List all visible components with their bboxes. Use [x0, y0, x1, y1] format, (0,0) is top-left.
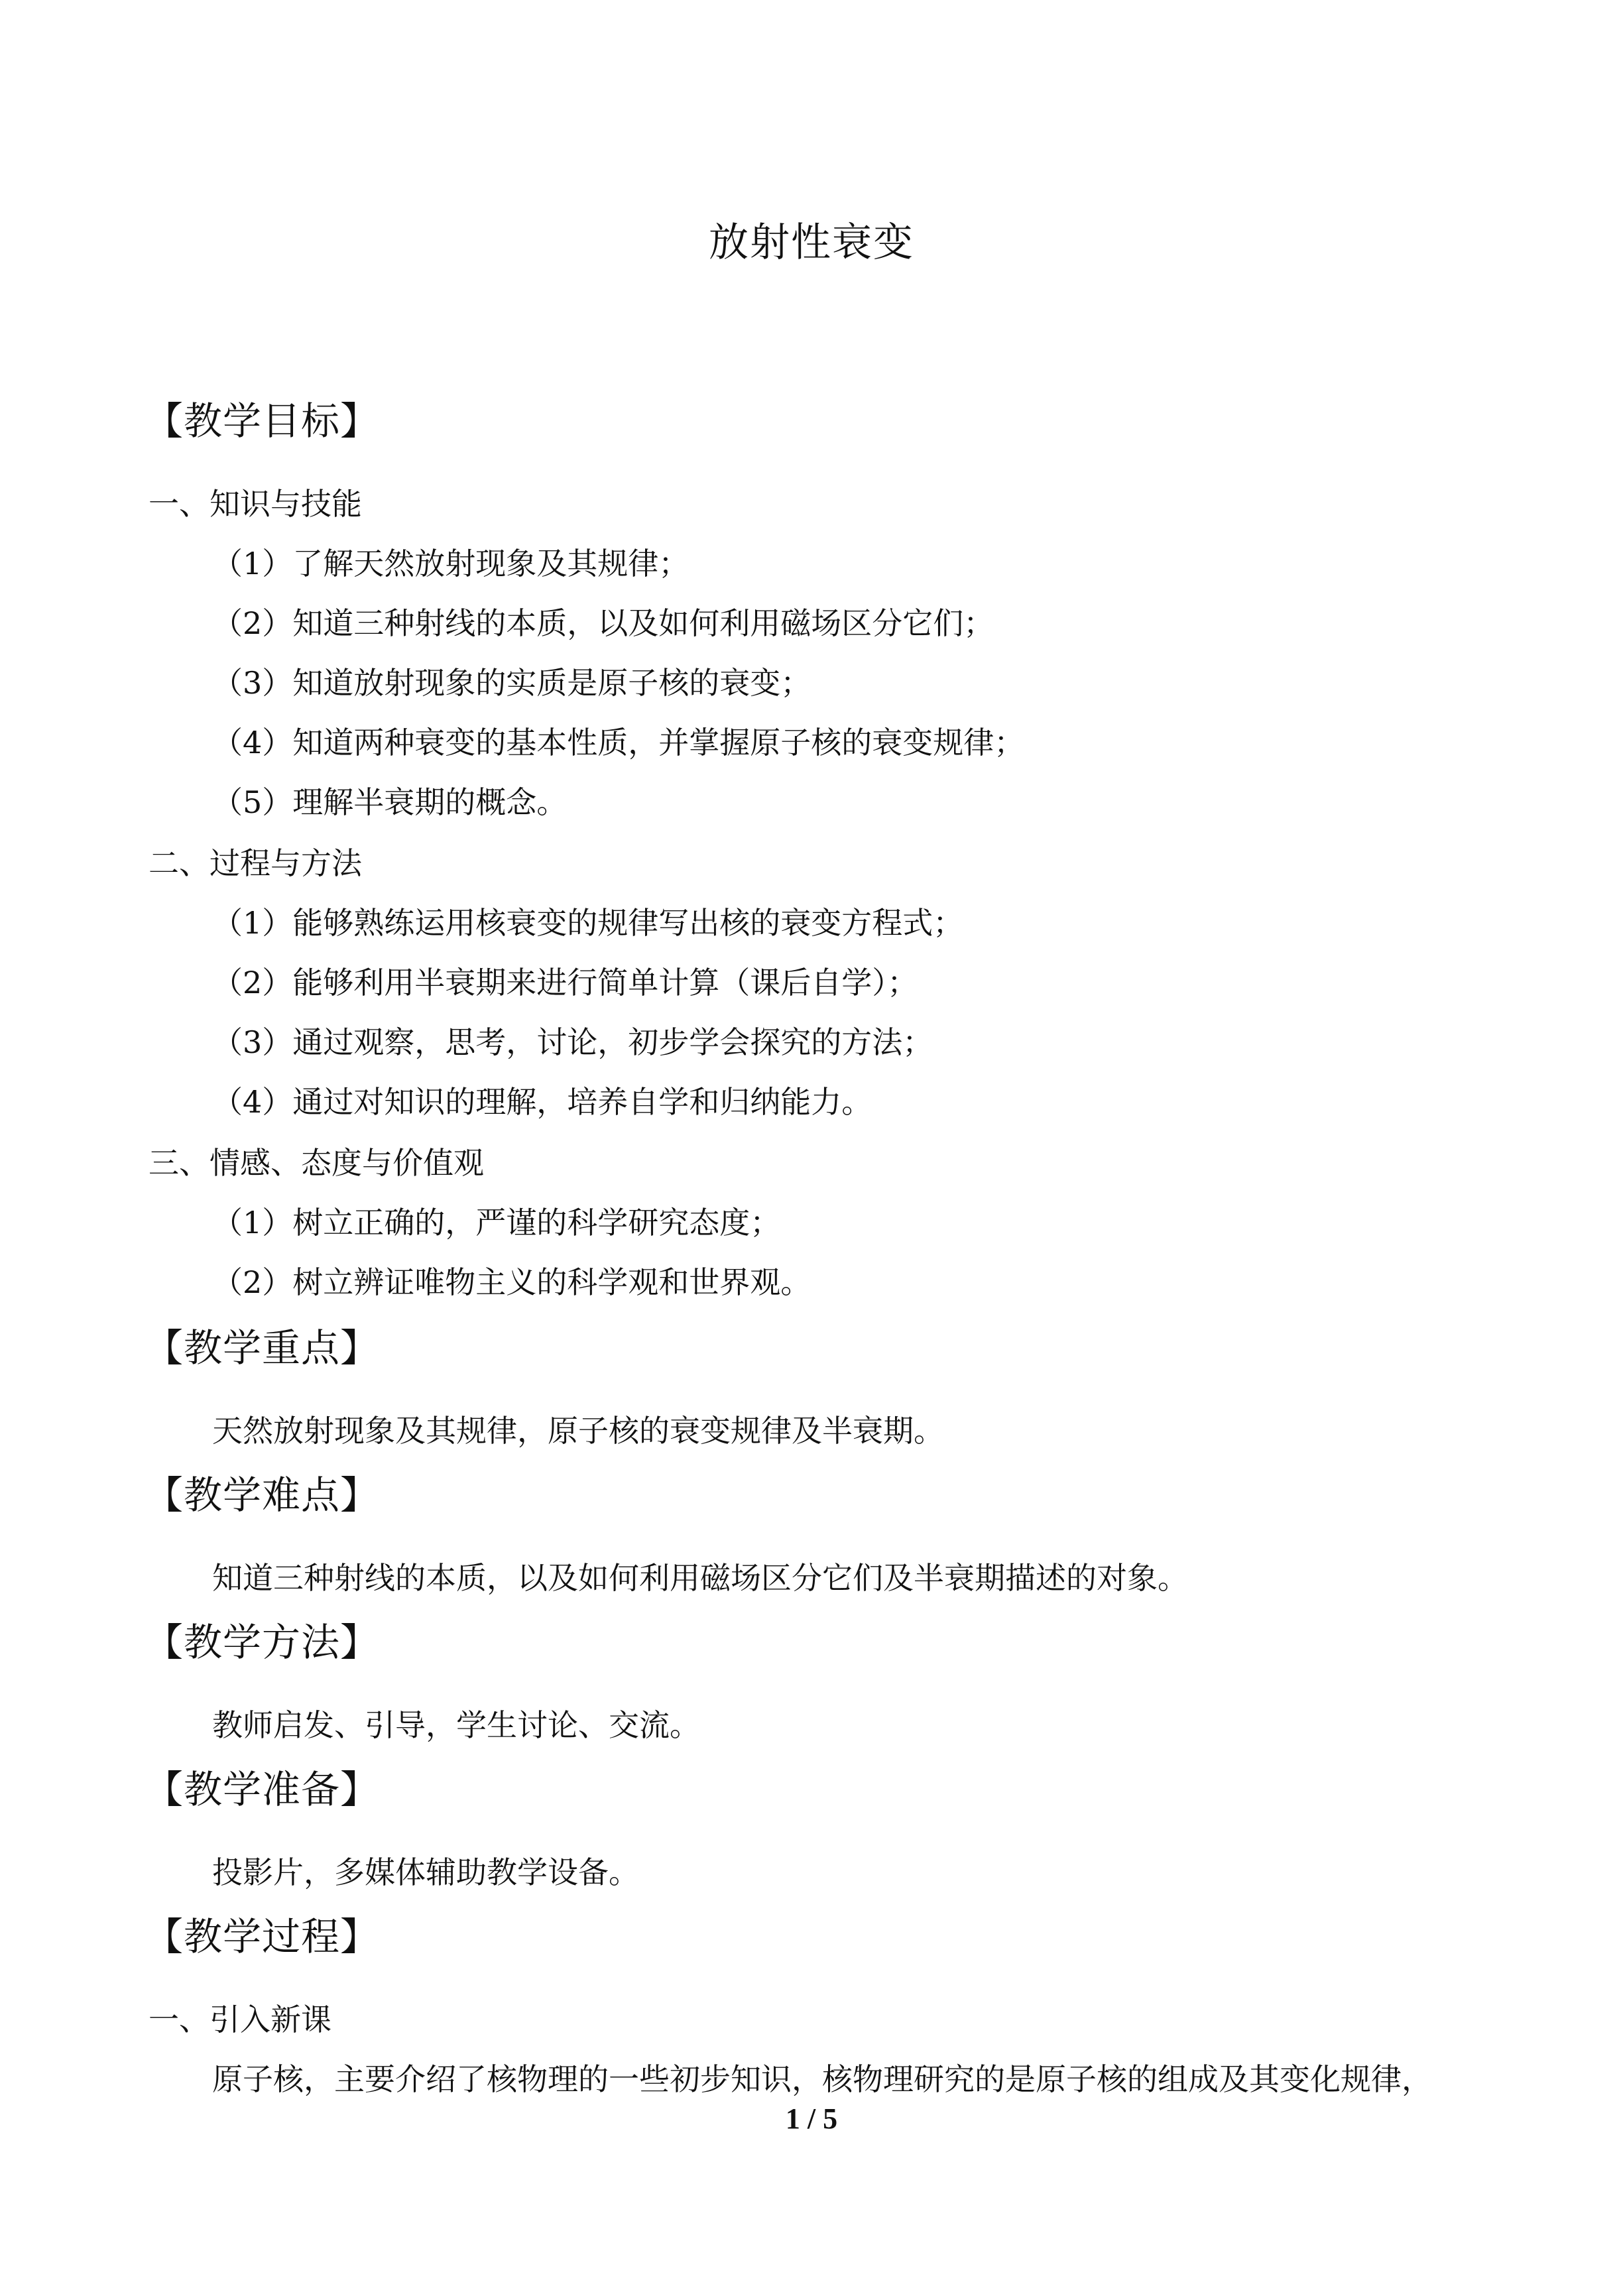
- page-number: 1 / 5: [785, 2102, 838, 2135]
- subheading-process-method: 二、过程与方法: [149, 845, 362, 881]
- key-points-text: 天然放射现象及其规律，原子核的衰变规律及半衰期。: [212, 1413, 944, 1449]
- intro-text: 原子核，主要介绍了核物理的一些初步知识，核物理研究的是原子核的组成及其变化规律，: [212, 2061, 1432, 2097]
- process-item-4: （4）通过对知识的理解，培养自学和归纳能力。: [212, 1084, 872, 1120]
- subheading-knowledge: 一、知识与技能: [149, 486, 362, 522]
- knowledge-item-5: （5）理解半衰期的概念。: [212, 784, 568, 820]
- heading-methods: 【教学方法】: [145, 1620, 380, 1665]
- heading-teaching-process: 【教学过程】: [145, 1914, 380, 1959]
- knowledge-item-2: （2）知道三种射线的本质，以及如何利用磁场区分它们；: [212, 605, 994, 641]
- subheading-values: 三、情感、态度与价值观: [149, 1145, 484, 1181]
- process-item-2: （2）能够利用半衰期来进行简单计算（课后自学）；: [212, 965, 918, 1000]
- values-item-1: （1）树立正确的，严谨的科学研究态度；: [212, 1205, 781, 1240]
- heading-preparation: 【教学准备】: [145, 1767, 380, 1812]
- process-item-3: （3）通过观察，思考，讨论，初步学会探究的方法；: [212, 1024, 933, 1060]
- difficulties-text: 知道三种射线的本质，以及如何利用磁场区分它们及半衰期描述的对象。: [212, 1560, 1188, 1596]
- heading-key-points: 【教学重点】: [145, 1325, 380, 1370]
- heading-difficulties: 【教学难点】: [145, 1473, 380, 1518]
- knowledge-item-1: （1）了解天然放射现象及其规律；: [212, 546, 690, 581]
- knowledge-item-4: （4）知道两种衰变的基本性质，并掌握原子核的衰变规律；: [212, 725, 1025, 760]
- process-item-1: （1）能够熟练运用核衰变的规律写出核的衰变方程式；: [212, 905, 964, 941]
- document-title: 放射性衰变: [709, 219, 914, 266]
- preparation-text: 投影片，多媒体辅助教学设备。: [212, 1854, 639, 1890]
- heading-objectives: 【教学目标】: [145, 398, 380, 444]
- knowledge-item-3: （3）知道放射现象的实质是原子核的衰变；: [212, 665, 812, 701]
- methods-text: 教师启发、引导，学生讨论、交流。: [212, 1707, 700, 1743]
- subheading-intro: 一、引入新课: [149, 2002, 331, 2037]
- values-item-2: （2）树立辨证唯物主义的科学观和世界观。: [212, 1264, 812, 1300]
